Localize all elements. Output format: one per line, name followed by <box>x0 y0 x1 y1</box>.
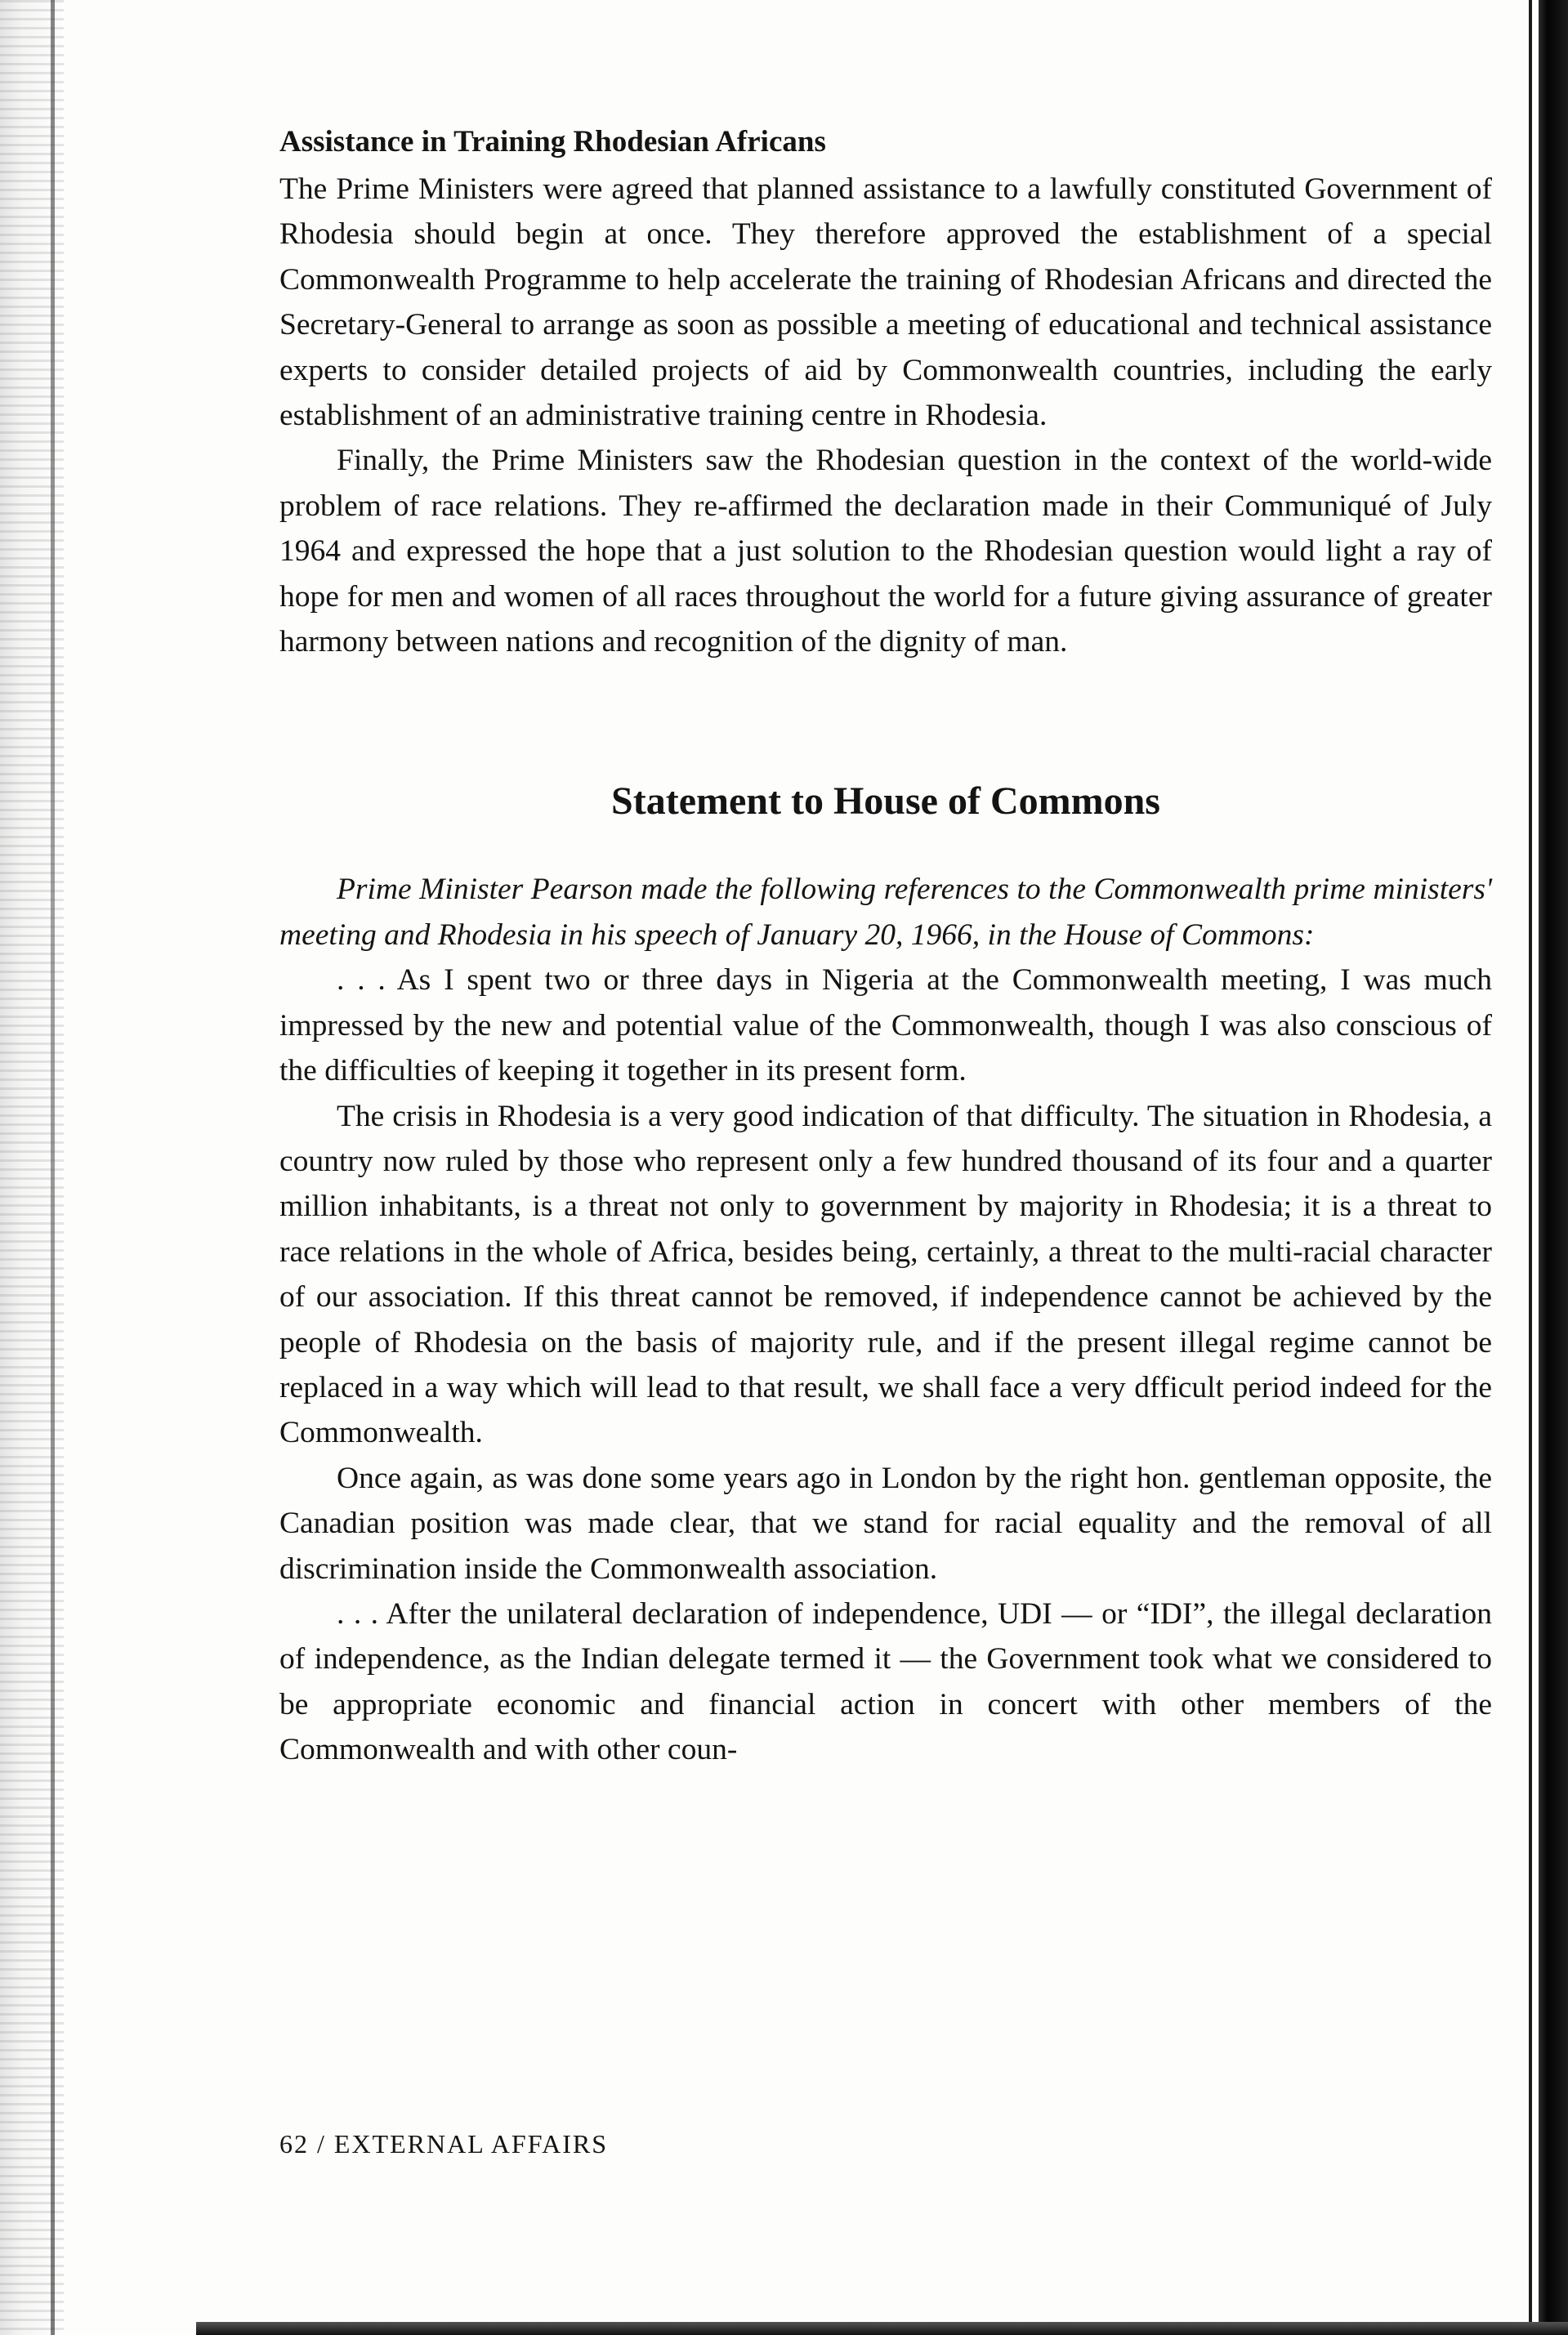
paragraph: The crisis in Rhodesia is a very good indication of that difficulty. The situation in Rhodesia, a country now ruled by those who represent only a few hundred thousand of its four and a quarter million inhabitants, is a threat not only to government by majority in Rhodesia; it is a threat to race relations in the whole of Africa, besides being, certainly, a threat to the multi-racial character of our association. If this threat cannot be removed, if independence cannot be achieved by the people of Rhodesia on the basis of majority rule, and if the present illegal regime cannot be replaced in a way which will lead to that result, we shall face a very dfficult period indeed for the Commonwealth. <box>279 1099 1492 1450</box>
right-edge-line <box>1529 0 1532 2335</box>
paragraph: Once again, as was done some years ago in London by the right hon. gentleman opposite, the Canadian position was made clear, that we stand for racial equality and the removal of all discrimination inside the Commonwealth association. <box>279 1461 1492 1586</box>
paragraph: . . . As I spent two or three days in Nigeria at the Commonwealth meeting, I was much impressed by the new and potential value of the Commonwealth, though I was also conscious of the difficulties of keeping it together in its present form. <box>279 963 1492 1088</box>
paragraph: . . . After the unilateral declaration of independence, UDI — or “IDI”, the illegal declaration of independence, as the Indian delegate termed it — the Government took what we considered to be appropriate economic and financial action in concert with other members of the Commonwealth and with other coun- <box>279 1596 1492 1767</box>
right-page-edge <box>1539 0 1568 2335</box>
section-heading-statement: Statement to House of Commons <box>611 779 1160 824</box>
section-heading-training: Assistance in Training Rhodesian Africans <box>279 125 826 158</box>
paragraph: The Prime Ministers were agreed that planned assistance to a lawfully constituted Government of Rhodesia should begin at once. They therefore approved the establishment of a special Commonwealth Programme to help accelerate the training of Rhodesian Africans and directed the Secretary-General to arrange as soon as possible a meeting of educational and technical assistance experts to consider detailed projects of aid by Commonwealth countries, including the early establishment of an administrative training centre in Rhodesia. <box>279 172 1492 433</box>
intro-paragraph: Prime Minister Pearson made the following references to the Commonwealth prime ministers' meeting and Rhodesia in his speech of January 20, 1966, in the House of Commons: <box>279 873 1492 952</box>
paragraph: Finally, the Prime Ministers saw the Rhodesian question in the context of the world-wide problem of race relations. They re-affirmed the declaration made in their Communiqué of July 1964 and expressed the hope that a just solution to the Rhodesian question would light a ray of hope for men and women of all races throughout the world for a future giving assurance of greater harmony between nations and recognition of the dignity of man. <box>279 444 1492 659</box>
bottom-page-edge <box>196 2322 1568 2335</box>
document-body <box>279 123 1492 1773</box>
left-binding-line <box>51 0 55 2335</box>
page-footer: 62 / EXTERNAL AFFAIRS <box>279 2129 609 2159</box>
